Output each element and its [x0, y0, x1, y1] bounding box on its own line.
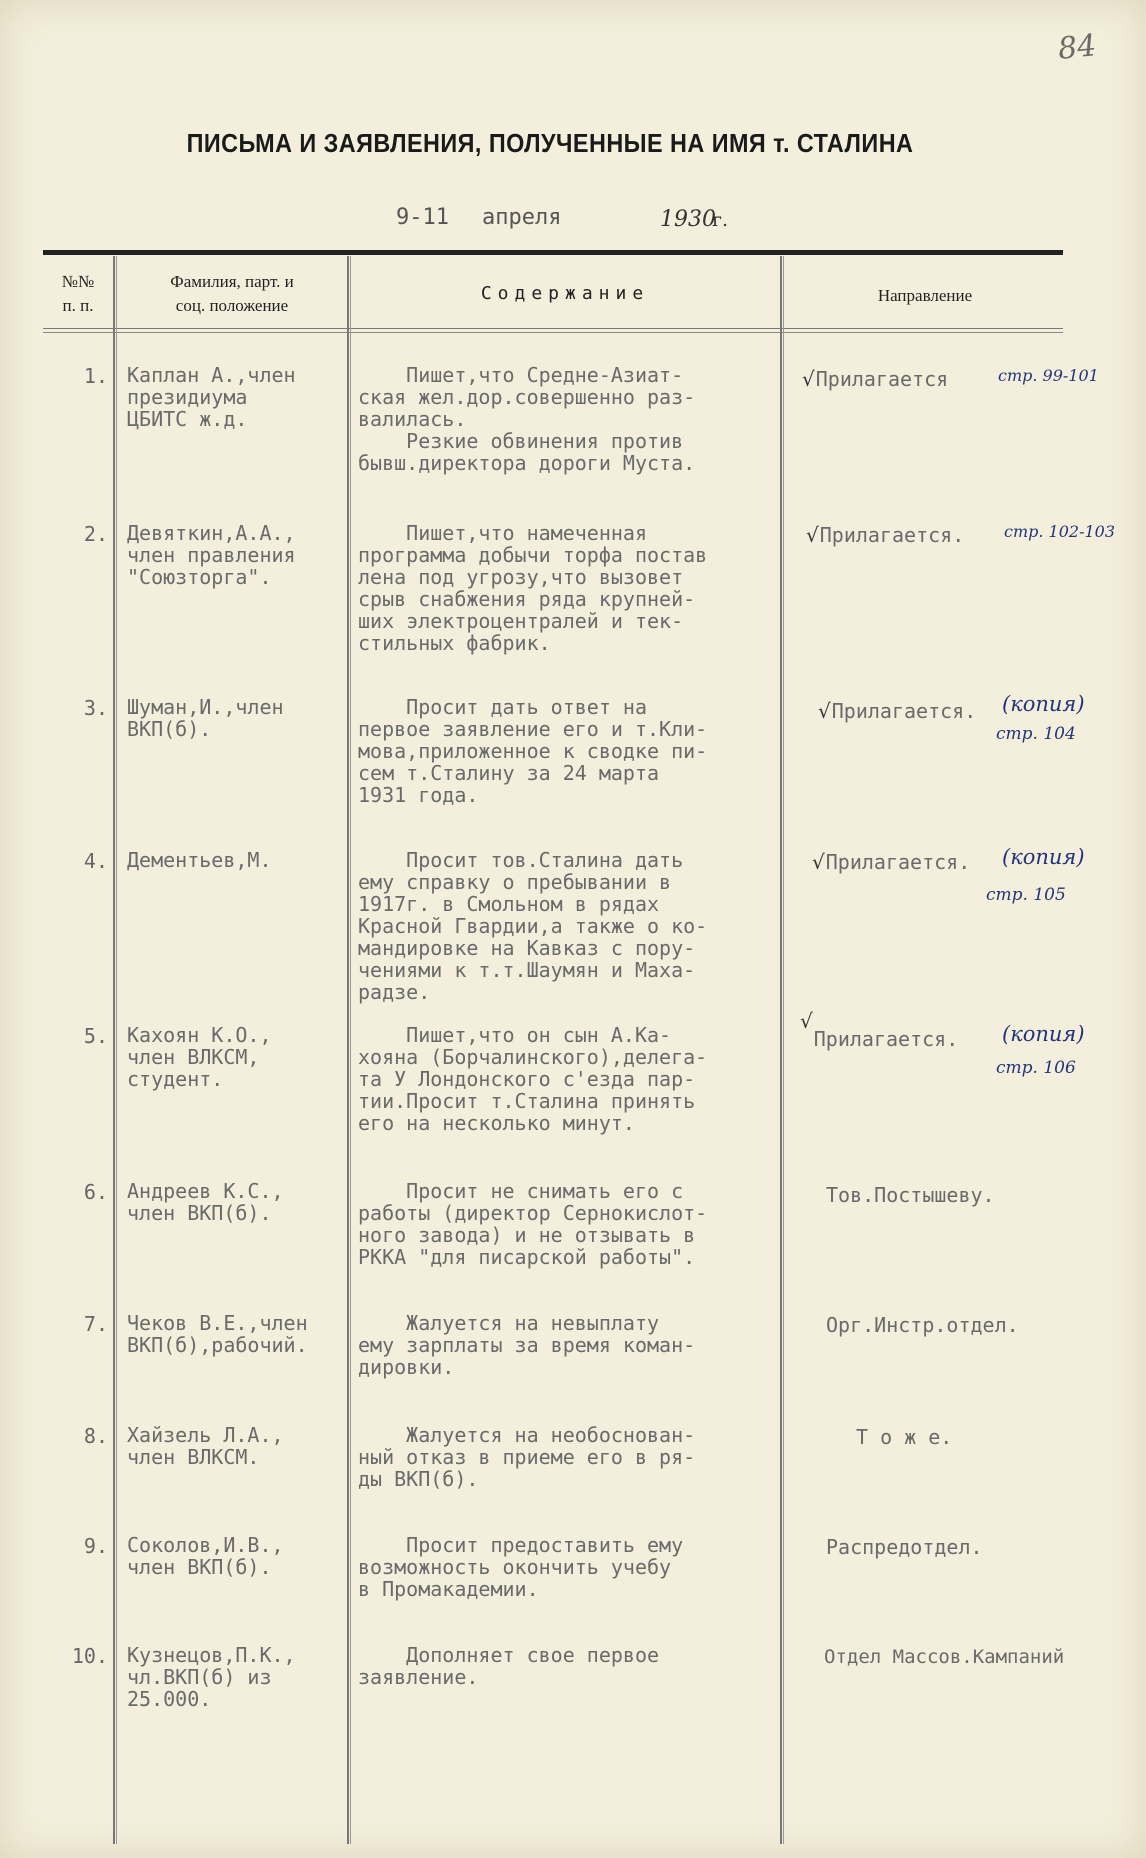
direction-text: Прилагается.: [831, 699, 977, 723]
row-number: 2.: [83, 522, 108, 546]
row-direction: [812, 851, 1146, 873]
checkmark-icon: √: [800, 1009, 813, 1033]
header-bottom-rule-2: [43, 332, 1063, 333]
row-direction: Отдел Массов.Кампаний: [824, 1646, 1065, 1668]
row-person: Дементьев,М.: [127, 848, 272, 872]
row-content: Жалуется на необоснован- ный отказ в приеме его в ря- ды ВКП(б).: [358, 1423, 696, 1491]
row-person: Шуман,И.,член ВКП(б).: [127, 695, 284, 741]
column-divider: [783, 256, 784, 1844]
row-content: Жалуется на невыплату ему зарплаты за время коман- дировки.: [358, 1311, 696, 1379]
checkmark-icon: √: [806, 523, 819, 547]
handwritten-page-ref: стр. 104: [996, 724, 1076, 744]
handwritten-page-ref: стр. 106: [996, 1058, 1076, 1078]
row-direction: [818, 700, 1146, 722]
handwritten-note: стр. 99-101: [998, 366, 1099, 385]
row-direction: Орг.Инстр.отдел.: [826, 1313, 1019, 1337]
row-person: Кузнецов,П.К., чл.ВКП(б) из 25.000.: [127, 1643, 296, 1711]
row-direction: Тов.Постышеву.: [826, 1183, 995, 1207]
direction-text: Прилагается.: [819, 523, 965, 547]
row-direction: Распредотдел.: [826, 1535, 983, 1559]
column-divider: [780, 256, 782, 1844]
row-person: Кахоян К.О., член ВЛКСМ, студент.: [127, 1023, 272, 1091]
row-number: 4.: [83, 849, 108, 873]
handwritten-page-ref: стр. 105: [986, 885, 1066, 905]
row-number: 7.: [83, 1312, 108, 1336]
direction-text: Прилагается: [815, 367, 949, 391]
row-content: Просит тов.Сталина дать ему справку о пребывании в 1917г. в Смольном в рядах Красной Гвардии,а также о ко- мандировке на Кавказ с пору- чениями к т.т.Шаумян и Маха- радзе.: [358, 848, 708, 1004]
handwritten-note: стр. 102-103: [1004, 522, 1116, 541]
row-direction: Т о ж е.: [856, 1425, 953, 1449]
direction-text: Прилагается.: [813, 1027, 959, 1051]
column-divider: [116, 256, 117, 1844]
handwritten-note: (копия): [1002, 1022, 1085, 1046]
row-content: Дополняет свое первое заявление.: [358, 1643, 660, 1689]
date-year: 1930: [660, 207, 716, 232]
checkmark-icon: √: [818, 699, 831, 723]
date-line: [390, 203, 810, 243]
header-top-rule: [43, 250, 1063, 255]
row-number: 8.: [83, 1424, 108, 1448]
column-divider: [113, 256, 115, 1844]
row-content: Просит предоставить ему возможность окончить учебу в Промакадемии.: [358, 1533, 684, 1601]
column-divider: [350, 256, 351, 1844]
checkmark-icon: √: [812, 850, 825, 874]
row-content: Пишет,что он сын А.Ка- хояна (Борчалинского),делега- та У Лондонского с'езда пар- тии.Просит т.Сталина принять его на несколько минут.: [358, 1023, 708, 1135]
row-content: Просит дать ответ на первое заявление его и т.Кли- мова,приложенное к сводке пи- сем т.Сталину за 24 марта 1931 года.: [358, 695, 708, 807]
date-suffix: г.: [712, 209, 728, 231]
row-direction: [800, 1009, 1145, 1051]
row-number: 10.: [71, 1644, 108, 1668]
row-person: Соколов,И.В., член ВКП(б).: [127, 1533, 284, 1579]
row-number: 9.: [83, 1534, 108, 1558]
row-content: Просит не снимать его с работы (директор Сернокислот- ного завода) и не отзывать в РККА "для писарской работы".: [358, 1179, 708, 1269]
row-number: 3.: [83, 696, 108, 720]
handwritten-note: (копия): [1002, 845, 1085, 869]
row-number: 6.: [83, 1180, 108, 1204]
row-content: Пишет,что намеченная программа добычи торфа постав лена под угрозу,что вызовет срыв снабжения ряда крупней- ших электроцентралей и тек- стильных фабрик.: [358, 521, 708, 655]
row-person: Каплан А.,член президиума ЦБИТС ж.д.: [127, 363, 296, 431]
row-person: Хайзель Л.А., член ВЛКСМ.: [127, 1423, 284, 1469]
checkmark-icon: √: [802, 367, 815, 391]
header-direction: Направление: [877, 286, 973, 305]
header-name: Фамилия, парт. и соц. положение: [170, 272, 294, 315]
header-bottom-rule: [43, 328, 1063, 329]
date-days: 9-11: [396, 205, 449, 230]
row-content: Пишет,что Средне-Азиат- ская жел.дор.совершенно раз- валилась. Резкие обвинения против бывш.директора дороги Муста.: [358, 363, 696, 475]
date-month: апреля: [482, 205, 562, 230]
row-person: Девяткин,А.А., член правления "Союзторга".: [127, 521, 296, 589]
handwritten-note: (копия): [1002, 692, 1085, 716]
row-person: Андреев К.С., член ВКП(б).: [127, 1179, 284, 1225]
header-content: Содержание: [480, 283, 650, 304]
row-number: 1.: [83, 364, 108, 388]
page-number: 84: [1056, 28, 1098, 67]
direction-text: Прилагается.: [825, 850, 971, 874]
header-number: №№ п. п.: [61, 272, 95, 315]
row-person: Чеков В.Е.,член ВКП(б),рабочий.: [127, 1311, 308, 1357]
document-title: ПИСЬМА И ЗАЯВЛЕНИЯ, ПОЛУЧЕННЫЕ НА ИМЯ т. СТАЛИНА: [186, 128, 914, 158]
row-number: 5.: [83, 1024, 108, 1048]
